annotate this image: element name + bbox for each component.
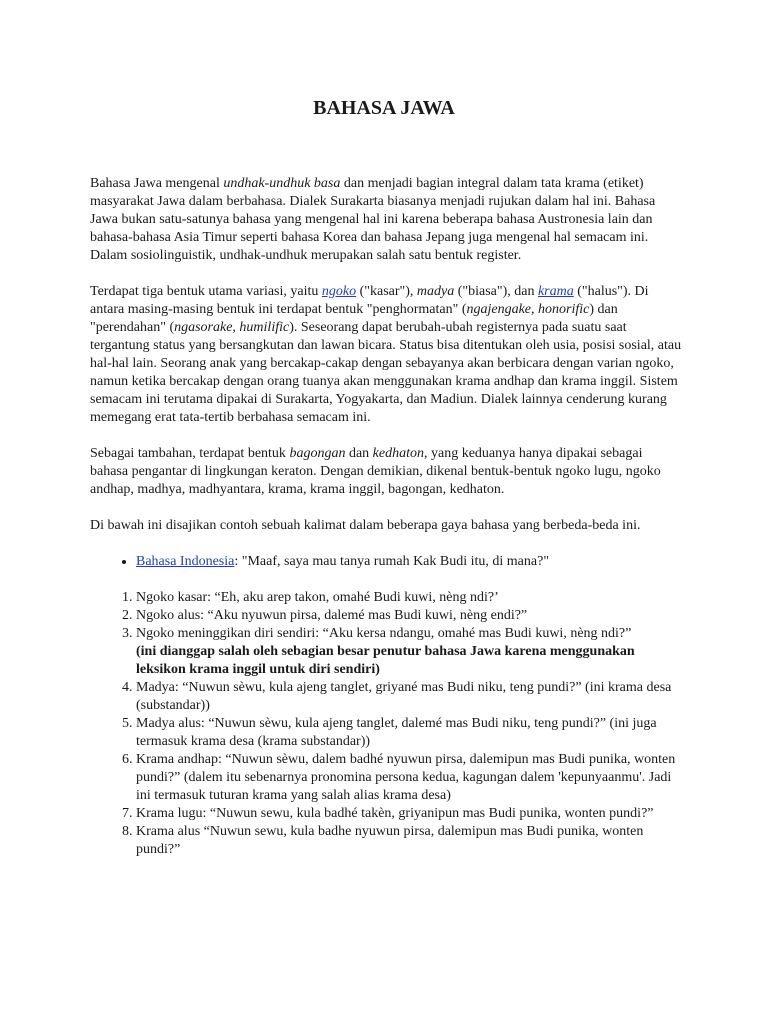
- list-item: [136, 553, 682, 571]
- krama-link[interactable]: krama: [537, 284, 574, 299]
- list-item: [136, 715, 682, 751]
- italic-term: undhak-undhuk basa: [223, 176, 341, 191]
- text: ("biasa"), dan: [454, 284, 538, 299]
- list-item: [136, 679, 682, 715]
- text: Sebagai tambahan, terdapat bentuk: [90, 446, 290, 461]
- bold-note: (ini dianggap salah oleh sebagian besar penutur bahasa Jawa karena menggunakan leksikon krama inggil untuk diri sendiri): [136, 644, 635, 677]
- list-item: [136, 805, 682, 823]
- text: ) dan "perendahan" (: [90, 302, 618, 335]
- italic-term: ngajengake, honorific: [466, 302, 590, 317]
- italic-term: madya: [416, 284, 455, 299]
- paragraph-addition: [90, 445, 682, 499]
- paragraph-variants: [90, 283, 682, 427]
- document-body: [90, 175, 682, 859]
- text: dan: [345, 446, 373, 461]
- text: , yang keduanya hanya dipakai sebagai bahasa pengantar di lingkungan keraton. Dengan demikian, dikenal bentuk-bentuk ngoko lugu, ngoko andhap, madhya, madhyantara, krama, krama inggil, bagongan, kedhaton.: [90, 446, 661, 497]
- example-text: Ngoko kasar: “Eh, aku arep takon, omahé Budi kuwi, nèng ndi?’: [136, 590, 499, 605]
- ngoko-link[interactable]: ngoko: [321, 284, 357, 299]
- text: dan menjadi bagian integral dalam tata krama (etiket) masyarakat Jawa dalam berbahasa. Dialek Surakarta biasanya menjadi rujukan dalam hal ini. Bahasa Jawa bukan satu-satunya bahasa yang mengenal hal ini karena beberapa bahasa Austronesia lain dan bahasa-bahasa Asia Timur seperti bahasa Korea dan bahasa Jepang juga mengenal hal semacam ini. Dalam sosiolinguistik, undhak-undhuk merupakan salah satu bentuk register.: [90, 176, 656, 263]
- text: ("halus"). Di antara masing-masing bentuk ini terdapat bentuk "penghormatan" (: [90, 284, 649, 317]
- page-title: BAHASA JAWA: [313, 97, 455, 119]
- example-text: Ngoko meninggikan diri sendiri: “Aku kersa ndangu, omahé mas Budi kuwi, nèng ndi?”: [136, 626, 632, 641]
- example-text: Madya alus: “Nuwun sèwu, kula ajeng tanglet, dalemé mas Budi niku, teng pundi?” (ini juga termasuk krama desa (krama substandar)): [136, 716, 657, 749]
- text: ). Seseorang dapat berubah-ubah registernya pada suatu saat tergantung status yang bersangkutan dan lawan bicara. Status bisa ditentukan oleh usia, posisi sosial, atau hal-hal lain. Seorang anak yang bercakap-cakap dengan sebayanya akan berbicara dengan varian ngoko, namun ketika bercakap dengan orang tuanya akan menggunakan krama andhap dan krama inggil. Sistem semacam ini terutama dipakai di Surakarta, Yogyakarta, dan Madiun. Dialek lainnya cenderung kurang memegang erat tata-tertib berbahasa semacam ini.: [90, 320, 682, 425]
- list-item: [136, 607, 682, 625]
- italic-term: kedhaton: [372, 446, 424, 461]
- text: ("kasar"),: [356, 284, 417, 299]
- bullet-list: [90, 553, 682, 571]
- example-text: Ngoko alus: “Aku nyuwun pirsa, dalemé mas Budi kuwi, nèng endi?”: [136, 608, 528, 623]
- example-text: Krama lugu: “Nuwun sewu, kula badhé takèn, griyanipun mas Budi punika, wonten pundi?”: [136, 806, 654, 821]
- example-text: Krama andhap: “Nuwun sèwu, dalem badhé nyuwun pirsa, dalemipun mas Budi punika, wonten pundi?” (dalem itu sebenarnya pronomina persona kedua, kagungan dalem 'kepunyaanmu'. Jadi ini termasuk tuturan krama yang salah alias krama desa): [136, 752, 676, 803]
- text: Terdapat tiga bentuk utama variasi, yaitu: [90, 284, 322, 299]
- example-text: Madya: “Nuwun sèwu, kula ajeng tanglet, griyané mas Budi niku, teng pundi?” (ini krama desa (substandar)): [136, 680, 672, 713]
- text: Bahasa Jawa mengenal: [90, 176, 224, 191]
- list-item: [136, 625, 682, 679]
- list-item: [136, 589, 682, 607]
- text: : "Maaf, saya mau tanya rumah Kak Budi itu, di mana?": [234, 554, 550, 569]
- bahasa-indonesia-link[interactable]: Bahasa Indonesia: [136, 554, 235, 569]
- list-item: [136, 823, 682, 859]
- italic-term: ngasorake, humilific: [174, 320, 290, 335]
- paragraph-intro: [90, 175, 682, 265]
- italic-term: bagongan: [289, 446, 346, 461]
- paragraph-examples-intro: Di bawah ini disajikan contoh sebuah kalimat dalam beberapa gaya bahasa yang berbeda-beda ini.: [90, 518, 641, 533]
- examples-list: [90, 589, 682, 859]
- list-item: [136, 751, 682, 805]
- example-text: Krama alus “Nuwun sewu, kula badhe nyuwun pirsa, dalemipun mas Budi punika, wonten pundi?”: [136, 824, 644, 857]
